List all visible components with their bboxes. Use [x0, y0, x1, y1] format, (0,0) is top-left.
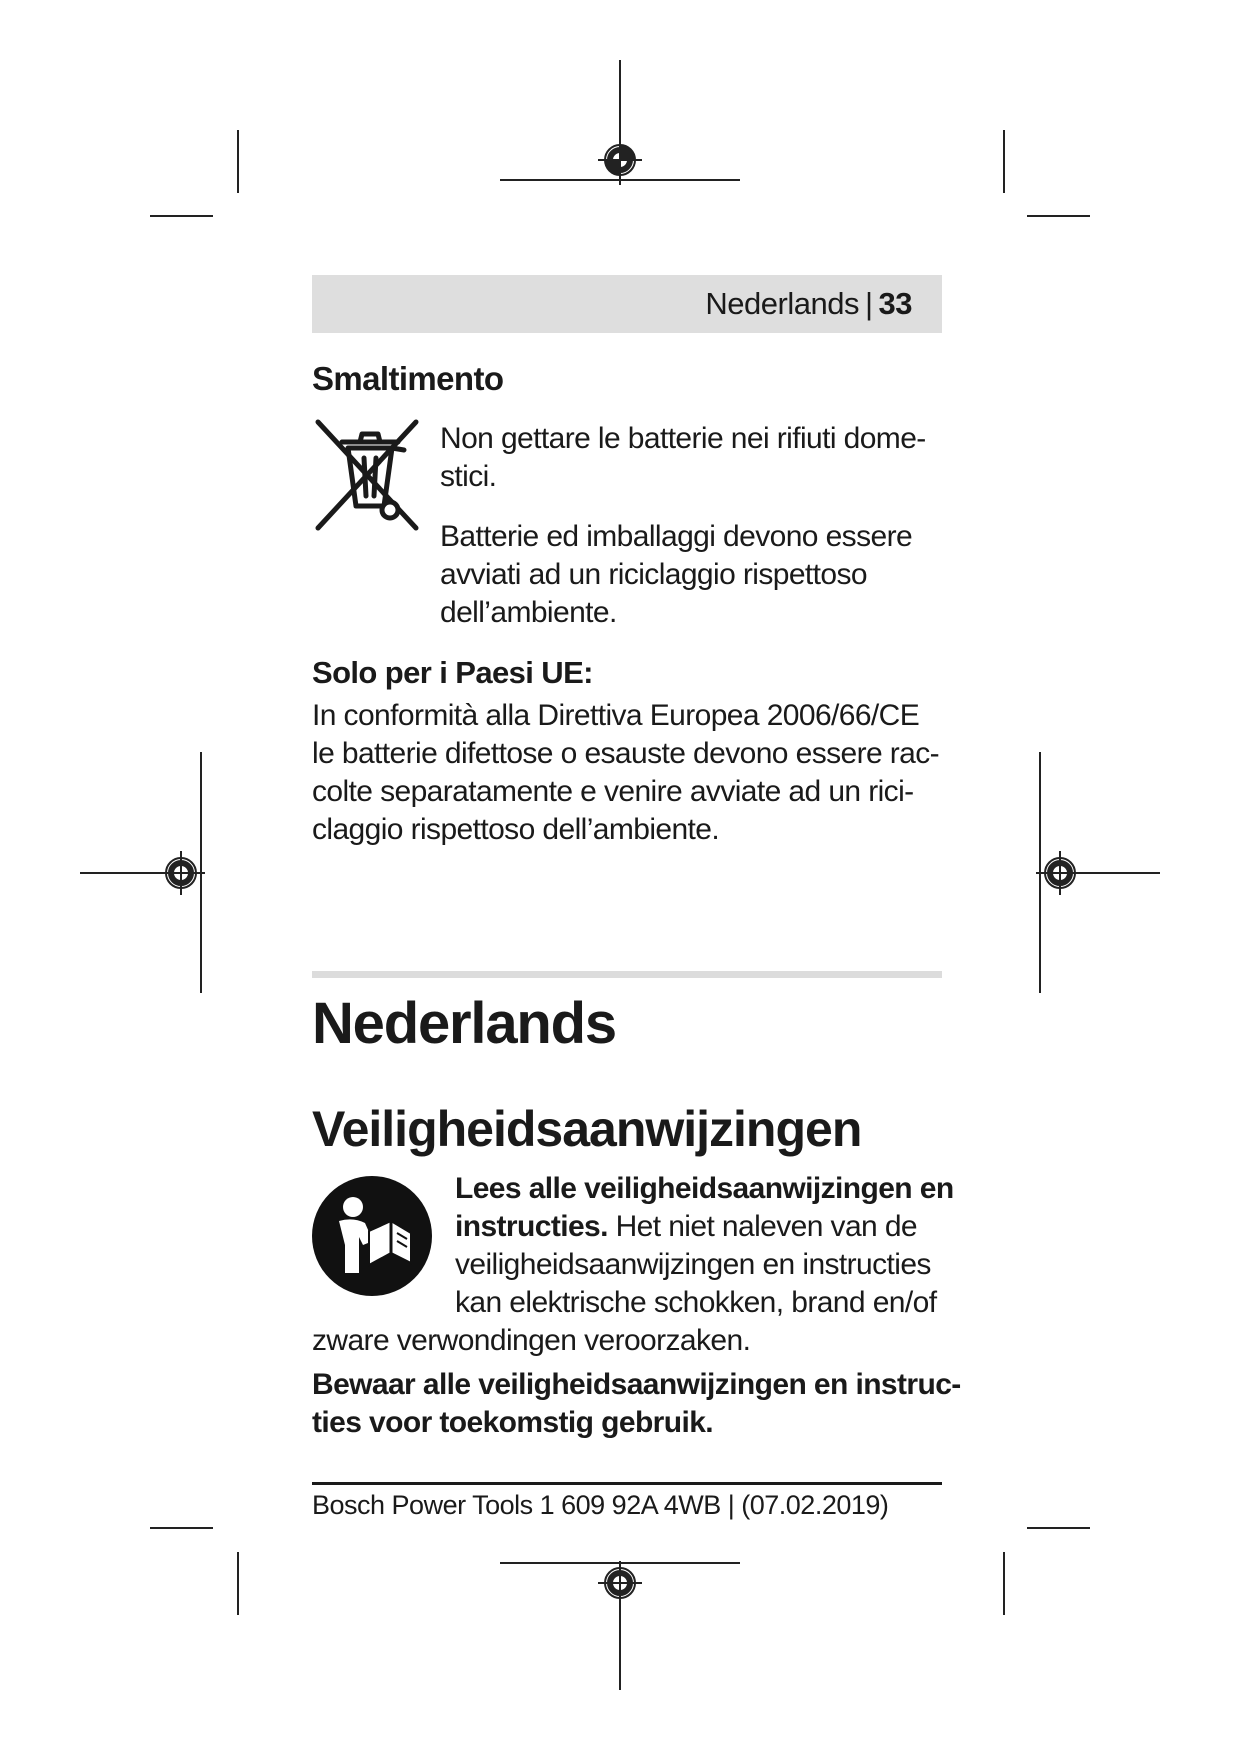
- registration-target-left: [159, 851, 203, 895]
- registration-target-top: [598, 138, 642, 182]
- safety-warning-indented: Lees alle veiligheidsaanwijzingen en instructies. Het niet naleven van de veiligheidsaanwijzingen en instructies kan elektrische schokken, brand en/of: [455, 1172, 954, 1319]
- page-header: [312, 275, 942, 333]
- registration-target-bottom: [598, 1561, 642, 1605]
- footer-rule: [312, 1482, 942, 1485]
- footer-text: Bosch Power Tools 1 609 92A 4WB | (07.02.2019): [312, 1490, 889, 1520]
- crossed-out-wheelie-bin-icon: [312, 418, 422, 533]
- eu-heading: Solo per i Paesi UE:: [312, 655, 593, 690]
- header-language: Nederlands: [705, 286, 859, 321]
- read-manual-icon: [311, 1175, 433, 1297]
- smaltimento-heading: Smaltimento: [312, 360, 504, 397]
- registration-target-right: [1038, 851, 1082, 895]
- safety-warning-continued: zware verwondingen veroorzaken.: [312, 1324, 751, 1357]
- header-separator: |: [864, 286, 873, 321]
- eu-paragraph: In conformità alla Direttiva Europea 2006/66/CE le batterie difettose o esauste devono essere rac- colte separatamente e venire avviate ad un rici- claggio rispettoso dell’ambiente.: [312, 699, 940, 846]
- smaltimento-para-2: Batterie ed imballaggi devono essere avviati ad un riciclaggio rispettoso dell’ambiente.: [440, 520, 913, 629]
- keep-instructions-notice: Bewaar alle veiligheidsaanwijzingen en instruc- ties voor toekomstig gebruik.: [312, 1368, 961, 1439]
- section-divider: [312, 971, 942, 978]
- section-title: Nederlands: [312, 991, 616, 1056]
- smaltimento-para-1: Non gettare le batterie nei rifiuti dome- stici.: [440, 422, 926, 493]
- page-number: 33: [878, 286, 912, 321]
- section-subtitle: Veiligheidsaanwijzingen: [312, 1101, 862, 1157]
